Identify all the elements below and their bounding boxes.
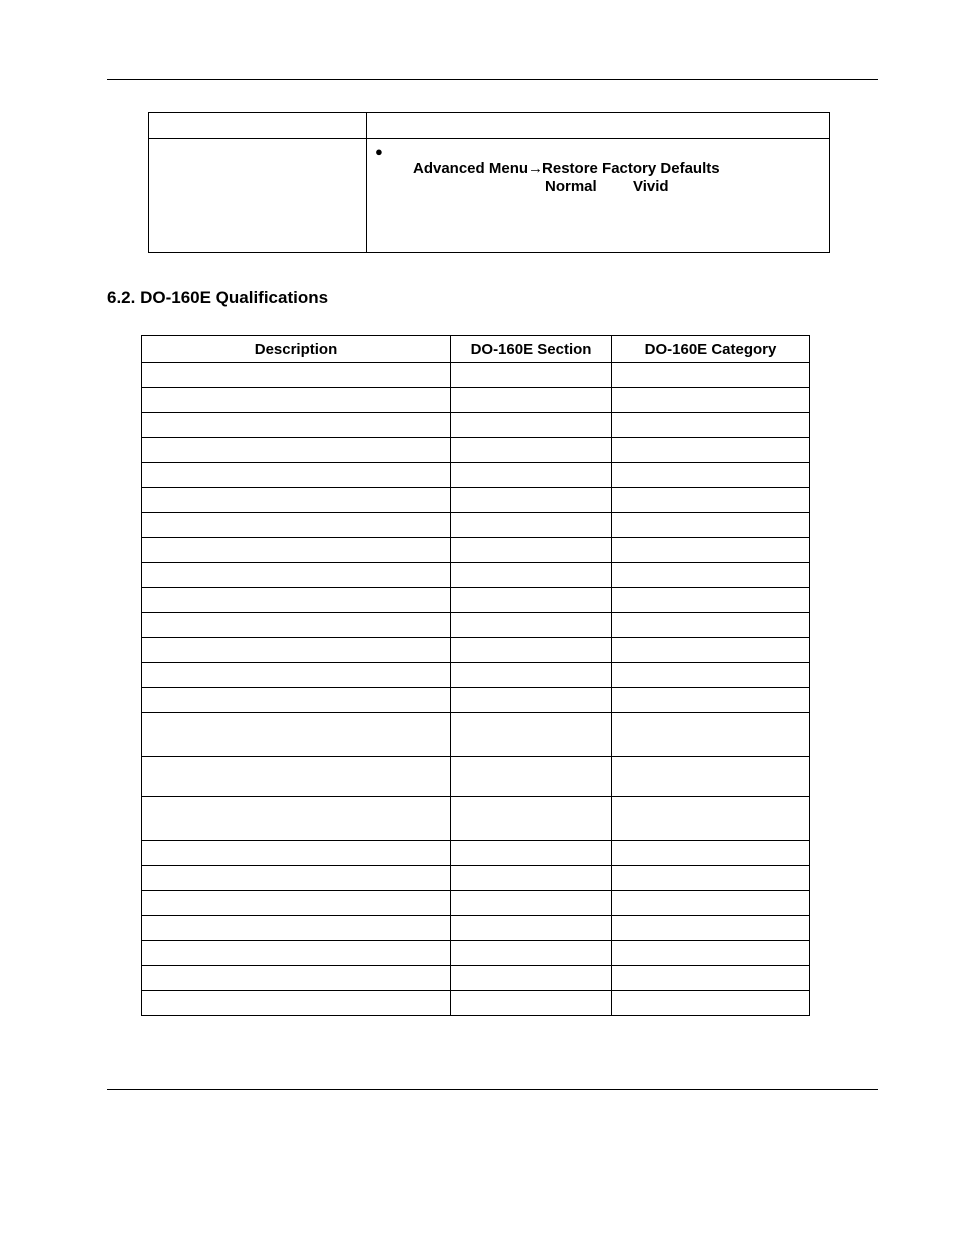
qualifications-table (141, 335, 810, 1016)
category-cell (612, 941, 810, 966)
table-row (142, 991, 810, 1016)
section-cell (451, 588, 612, 613)
section-cell (451, 916, 612, 941)
column-header-category: DO-160E Category (612, 336, 810, 363)
description-cell (142, 488, 451, 513)
category-cell (612, 891, 810, 916)
description-cell (142, 563, 451, 588)
column-header-section: DO-160E Section (451, 336, 612, 363)
category-cell (612, 991, 810, 1016)
description-cell (142, 941, 451, 966)
section-cell (451, 463, 612, 488)
section-cell (451, 513, 612, 538)
category-cell (612, 966, 810, 991)
arrow-right-icon: → (528, 160, 544, 177)
table-row (142, 663, 810, 688)
qualifications-table-body (142, 363, 810, 1016)
description-cell (142, 757, 451, 797)
category-cell (612, 663, 810, 688)
description-cell (142, 363, 451, 388)
description-cell (142, 991, 451, 1016)
description-cell (142, 713, 451, 757)
category-cell (612, 388, 810, 413)
table-row (142, 613, 810, 638)
table-header-divider (149, 138, 829, 139)
category-cell (612, 688, 810, 713)
category-cell (612, 363, 810, 388)
menu-path-end: Restore Factory Defaults (542, 160, 720, 177)
mode-normal-label: Normal (545, 178, 597, 195)
category-cell (612, 513, 810, 538)
description-cell (142, 891, 451, 916)
header-rule (107, 79, 878, 80)
category-cell (612, 757, 810, 797)
table-row (142, 916, 810, 941)
table-row (142, 488, 810, 513)
section-cell (451, 757, 612, 797)
description-cell (142, 966, 451, 991)
section-cell (451, 638, 612, 663)
description-cell (142, 916, 451, 941)
section-cell (451, 663, 612, 688)
section-cell (451, 438, 612, 463)
section-cell (451, 613, 612, 638)
table-row (142, 513, 810, 538)
section-cell (451, 413, 612, 438)
category-cell (612, 713, 810, 757)
description-cell (142, 841, 451, 866)
description-cell (142, 688, 451, 713)
category-cell (612, 463, 810, 488)
section-cell (451, 388, 612, 413)
category-cell (612, 638, 810, 663)
section-cell (451, 991, 612, 1016)
settings-table (148, 112, 830, 253)
section-cell (451, 488, 612, 513)
bullet-icon: ● (375, 144, 383, 159)
table-row (142, 797, 810, 841)
table-row (142, 388, 810, 413)
table-row (142, 891, 810, 916)
category-cell (612, 438, 810, 463)
description-cell (142, 613, 451, 638)
table-row (142, 866, 810, 891)
description-cell (142, 463, 451, 488)
category-cell (612, 613, 810, 638)
category-cell (612, 797, 810, 841)
category-cell (612, 488, 810, 513)
section-cell (451, 363, 612, 388)
table-row (142, 438, 810, 463)
table-row (142, 713, 810, 757)
section-cell (451, 713, 612, 757)
section-cell (451, 538, 612, 563)
category-cell (612, 413, 810, 438)
section-cell (451, 866, 612, 891)
table-row (142, 638, 810, 663)
footer-rule (107, 1089, 878, 1090)
section-cell (451, 966, 612, 991)
section-cell (451, 797, 612, 841)
table-column-divider (366, 113, 367, 252)
description-cell (142, 513, 451, 538)
description-cell (142, 797, 451, 841)
category-cell (612, 916, 810, 941)
section-cell (451, 891, 612, 916)
menu-path-start: Advanced Menu (413, 160, 529, 177)
description-cell (142, 438, 451, 463)
table-row (142, 941, 810, 966)
category-cell (612, 866, 810, 891)
description-cell (142, 413, 451, 438)
description-cell (142, 388, 451, 413)
column-header-description: Description (142, 336, 451, 363)
description-cell (142, 663, 451, 688)
table-row (142, 538, 810, 563)
table-row (142, 688, 810, 713)
category-cell (612, 841, 810, 866)
section-cell (451, 563, 612, 588)
description-cell (142, 538, 451, 563)
table-header-row (142, 336, 810, 363)
section-cell (451, 941, 612, 966)
table-row (142, 413, 810, 438)
table-row (142, 563, 810, 588)
table-row (142, 463, 810, 488)
section-cell (451, 841, 612, 866)
table-row (142, 588, 810, 613)
category-cell (612, 588, 810, 613)
section-cell (451, 688, 612, 713)
table-row (142, 966, 810, 991)
category-cell (612, 538, 810, 563)
description-cell (142, 638, 451, 663)
description-cell (142, 588, 451, 613)
table-row (142, 757, 810, 797)
description-cell (142, 866, 451, 891)
table-row (142, 841, 810, 866)
menu-path (413, 160, 720, 178)
section-heading: 6.2. DO-160E Qualifications (107, 288, 329, 307)
category-cell (612, 563, 810, 588)
mode-vivid-label: Vivid (633, 178, 669, 195)
table-row (142, 363, 810, 388)
